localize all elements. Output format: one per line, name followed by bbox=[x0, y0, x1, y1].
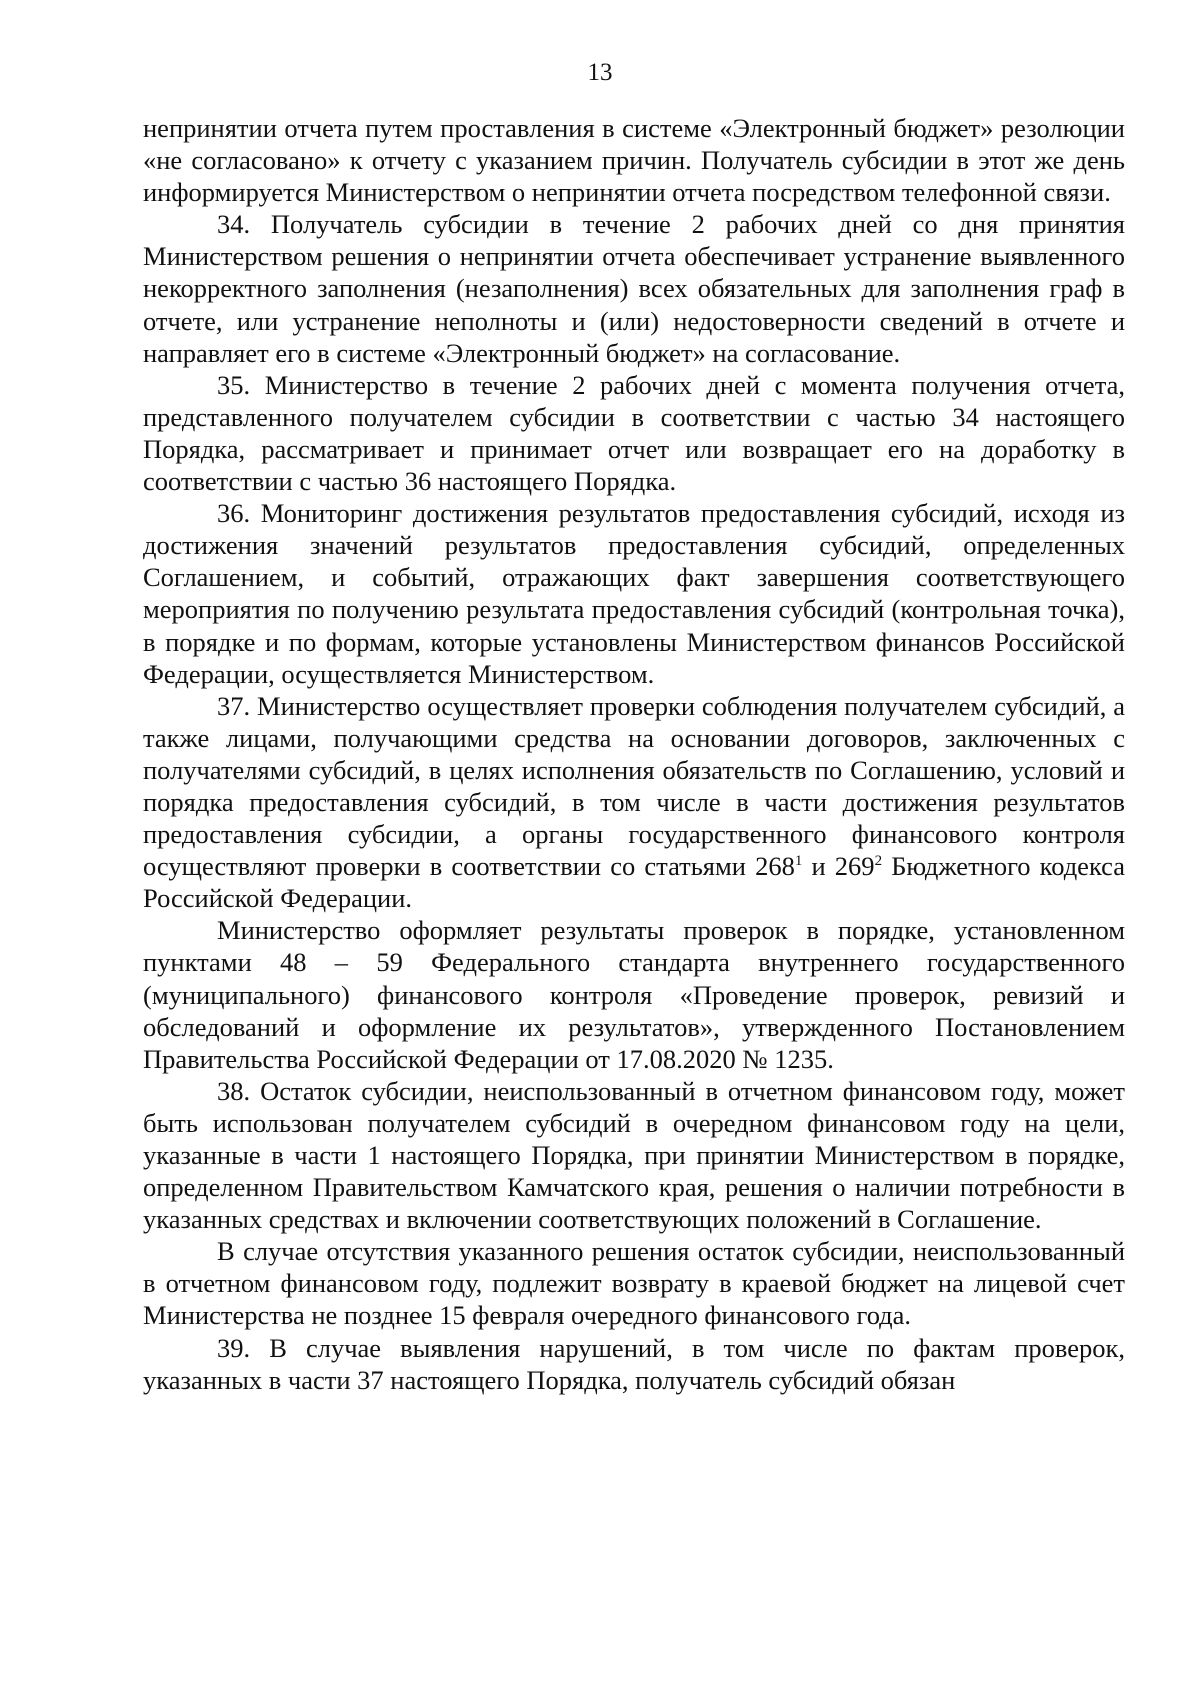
paragraph-37-text: 37. Министерство осуществляет проверки соблюдения получателем субсидий, а также лицами, получающими средства на основании договоров, заключенных с получателями субсидий, в целях исполнения обязательств по Соглашению, условий и порядка предоставления субсидий, в том числе в части достижения результатов предоставления субсидии, а органы государственного финансового контроля осуществляют проверки в соответствии со статьями 268 bbox=[143, 690, 1125, 882]
superscript-1: 1 bbox=[794, 853, 803, 870]
paragraph-39: 39. В случае выявления нарушений, в том числе по фактам проверок, указанных в части 37 настоящего Порядка, получатель субсидий обязан bbox=[143, 1332, 1125, 1395]
paragraph-37-text-end: Бюджетного кодекса Российской Федерации. bbox=[143, 851, 1126, 914]
page-number: 13 bbox=[587, 59, 613, 86]
paragraph-38-refund: В случае отсутствия указанного решения остаток субсидии, неиспользованный в отчетном финансовом году, подлежит возврату в краевой бюджет на лицевой счет Министерства не позднее 15 февраля очередного финансового года. bbox=[143, 1236, 1125, 1331]
paragraph-34: 34. Получатель субсидии в течение 2 рабочих дней со дня принятия Министерством решения о непринятии отчета обеспечивает устранение выявленного некорректного заполнения (незаполнения) всех обязательных для заполнения граф в отчете, или устранение неполноты и (или) недостоверности сведений в отчете и направляет его в системе «Электронный бюджет» на согласование. bbox=[143, 209, 1125, 368]
paragraph-continuation: непринятии отчета путем проставления в системе «Электронный бюджет» резолюции «не согласовано» к отчету с указанием причин. Получатель субсидии в этот же день информируется Министерством о непринятии отчета посредством телефонной связи. bbox=[143, 113, 1125, 208]
paragraph-35: 35. Министерство в течение 2 рабочих дней с момента получения отчета, представленного получателем субсидии в соответствии с частью 34 настоящего Порядка, рассматривает и принимает отчет или возвращает его на доработку в соответствии с частью 36 настоящего Порядка. bbox=[143, 369, 1125, 497]
paragraph-38: 38. Остаток субсидии, неиспользованный в отчетном финансовом году, может быть использован получателем субсидий в очередном финансовом году на цели, указанные в части 1 настоящего Порядка, при принятии Министерством в порядке, определенном Правительством Камчатского края, решения о наличии потребности в указанных средствах и включении соответствующих положений в Соглашение. bbox=[143, 1075, 1125, 1235]
paragraph-37 bbox=[143, 690, 1125, 915]
document-body bbox=[143, 112, 1125, 1396]
paragraph-37-text-between: и 269 bbox=[802, 851, 875, 882]
paragraph-37-results: Министерство оформляет результаты проверок в порядке, установленном пунктами 48 – 59 Федерального стандарта внутреннего государственного (муниципального) финансового контроля «Проведение проверок, ревизий и обследований и оформление их результатов», утвержденного Постановлением Правительства Российской Федерации от 17.08.2020 № 1235. bbox=[143, 915, 1125, 1074]
paragraph-36: 36. Мониторинг достижения результатов предоставления субсидий, исходя из достижения значений результатов предоставления субсидий, определенных Соглашением, и событий, отражающих факт завершения соответствующего мероприятия по получению результата предоставления субсидий (контрольная точка), в порядке и по формам, которые установлены Министерством финансов Российской Федерации, осуществляется Министерством. bbox=[143, 498, 1125, 689]
superscript-2: 2 bbox=[874, 853, 883, 870]
